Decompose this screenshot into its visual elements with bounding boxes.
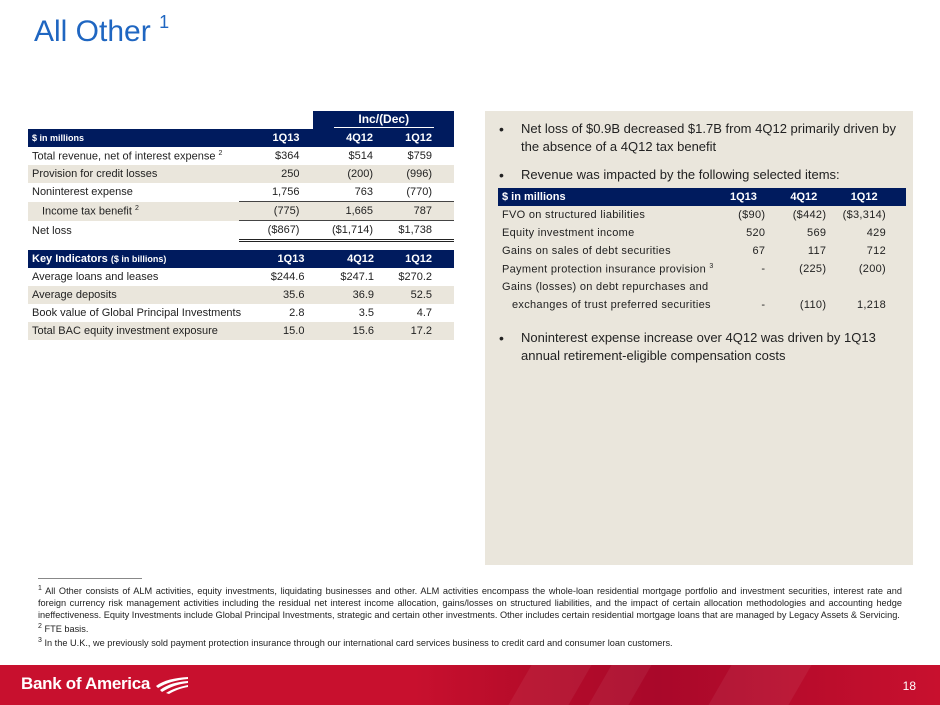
row-label: Noninterest expense — [32, 186, 133, 199]
inc-dec-group-header: Inc/(Dec) — [313, 111, 454, 129]
units-label: $ in millions — [498, 188, 718, 206]
row-label: Equity investment income — [502, 227, 635, 239]
table-row: FVO on structured liabilities ($90) ($442) ($3,314) — [498, 206, 906, 224]
key-indicators-label: Key Indicators ($ in billions) — [28, 250, 245, 268]
row-label: Payment protection insurance provision $^3$ — [502, 262, 714, 276]
logo-wordmark: Bank of America — [21, 674, 151, 693]
key-indicators-table — [28, 250, 454, 340]
bullet-list — [485, 120, 913, 194]
row-label: Average loans and leases — [32, 271, 159, 283]
row-label: Gains on sales of debt securities — [502, 245, 671, 257]
footnote: $^3$ In the U.K., we previously sold payment protection insurance through our international card services business to credit card and consumer loan customers. — [38, 637, 673, 649]
group-header-row — [28, 111, 454, 129]
row-label: Net loss — [32, 224, 72, 237]
row-label: FVO on structured liabilities — [502, 209, 646, 221]
page-title: All Other $^1$ — [34, 12, 170, 48]
bullet-dot: • — [499, 330, 504, 346]
table-row: Gains on sales of debt securities 67 117 712 — [498, 242, 906, 260]
footnote: $^1$ All Other consists of ALM activities, equity investments, liquidating businesses and other. ALM activities encompass the whole-loan residential mortgage portfolio and investment securities, interest rate and foreign currency risk management activities including the residual net interest income allocation, gains/losses on structured liabilities, and the impact of certain allocation methodologies and accounting hedge ineffectiveness. Equity Investments include Global Principal Investments, strategic and certain other investments. Other includes certain residential mortgage loans that are managed by Legacy Assets & Servicing. — [38, 585, 903, 621]
bullet-dot: • — [499, 167, 504, 183]
col-header: 4Q12 — [318, 250, 384, 268]
col-header: 1Q12 — [838, 188, 906, 206]
col-header: 1Q13 — [718, 188, 778, 206]
col-header: 1Q13 — [245, 250, 318, 268]
row-label: Book value of Global Principal Investments — [32, 307, 242, 319]
table-row: Total BAC equity investment exposure 15.0 15.6 17.2 — [28, 322, 454, 340]
table-row: exchanges of trust preferred securities - (110) 1,218 — [498, 296, 906, 314]
row-label: Gains (losses) on debt repurchases and — [502, 281, 709, 293]
table-header-row — [28, 250, 454, 268]
col-header: 4Q12 — [313, 129, 383, 147]
table-row — [498, 278, 906, 296]
bank-of-america-logo — [21, 674, 190, 694]
bullet-item: • Net loss of $0.9B decreased $1.7B from 4Q12 primarily driven by the absence of a 4Q12 tax benefit — [499, 121, 897, 154]
bullet-dot: • — [499, 121, 504, 137]
row-label: Provision for credit losses — [28, 165, 239, 183]
col-header: 1Q12 — [384, 250, 454, 268]
table-row: Average deposits 35.6 36.9 52.5 — [28, 286, 454, 304]
footnotes — [38, 583, 902, 649]
footnote-divider — [38, 578, 142, 579]
revenue-items-table — [498, 188, 906, 314]
page-number: 18 — [902, 679, 916, 693]
table-row: Equity investment income 520 569 429 — [498, 224, 906, 242]
row-label: Total revenue, net of interest expense $^2$ — [32, 149, 223, 163]
row-label: Total BAC equity investment exposure — [28, 322, 245, 340]
table-row: Income tax benefit $^2$ (775) 1,665 787 — [28, 202, 454, 221]
table-row: Noninterest expense 1,756 763 (770) — [28, 183, 454, 202]
footer-bar — [0, 665, 940, 705]
table-row: Book value of Global Principal Investments 2.8 3.5 4.7 — [28, 304, 454, 322]
table-row: Payment protection insurance provision $^3$ - (225) (200) — [498, 260, 906, 278]
col-header: 4Q12 — [777, 188, 838, 206]
row-label: exchanges of trust preferred securities — [512, 299, 711, 311]
bullet-list — [485, 329, 913, 365]
units-label: $ in millions — [28, 129, 239, 147]
table-row: Average loans and leases $244.6 $247.1 $270.2 — [28, 268, 454, 286]
title-footnote-marker: 1 — [159, 12, 170, 32]
commentary-panel — [485, 111, 913, 565]
flag-icon — [154, 674, 190, 694]
financial-summary-table — [28, 111, 454, 242]
bullet-item: • Noninterest expense increase over 4Q12 was driven by 1Q13 annual retirement-eligible compensation costs — [499, 330, 876, 363]
table-header-row — [498, 188, 906, 206]
table-row: Total revenue, net of interest expense $^2$ $364 $514 $759 — [28, 147, 454, 165]
row-label: Average deposits — [28, 286, 245, 304]
footnote: $^2$ FTE basis. — [38, 623, 89, 635]
table-row: Net loss ($867) ($1,714) $1,738 — [28, 221, 454, 241]
table-row: Provision for credit losses 250 (200) (996) — [28, 165, 454, 183]
col-header: 1Q12 — [383, 129, 454, 147]
bullet-item: • Revenue was impacted by the following selected items: — [499, 167, 840, 183]
table-header-row — [28, 129, 454, 147]
col-header: 1Q13 — [239, 129, 314, 147]
row-label: Income tax benefit $^2$ — [28, 202, 239, 221]
